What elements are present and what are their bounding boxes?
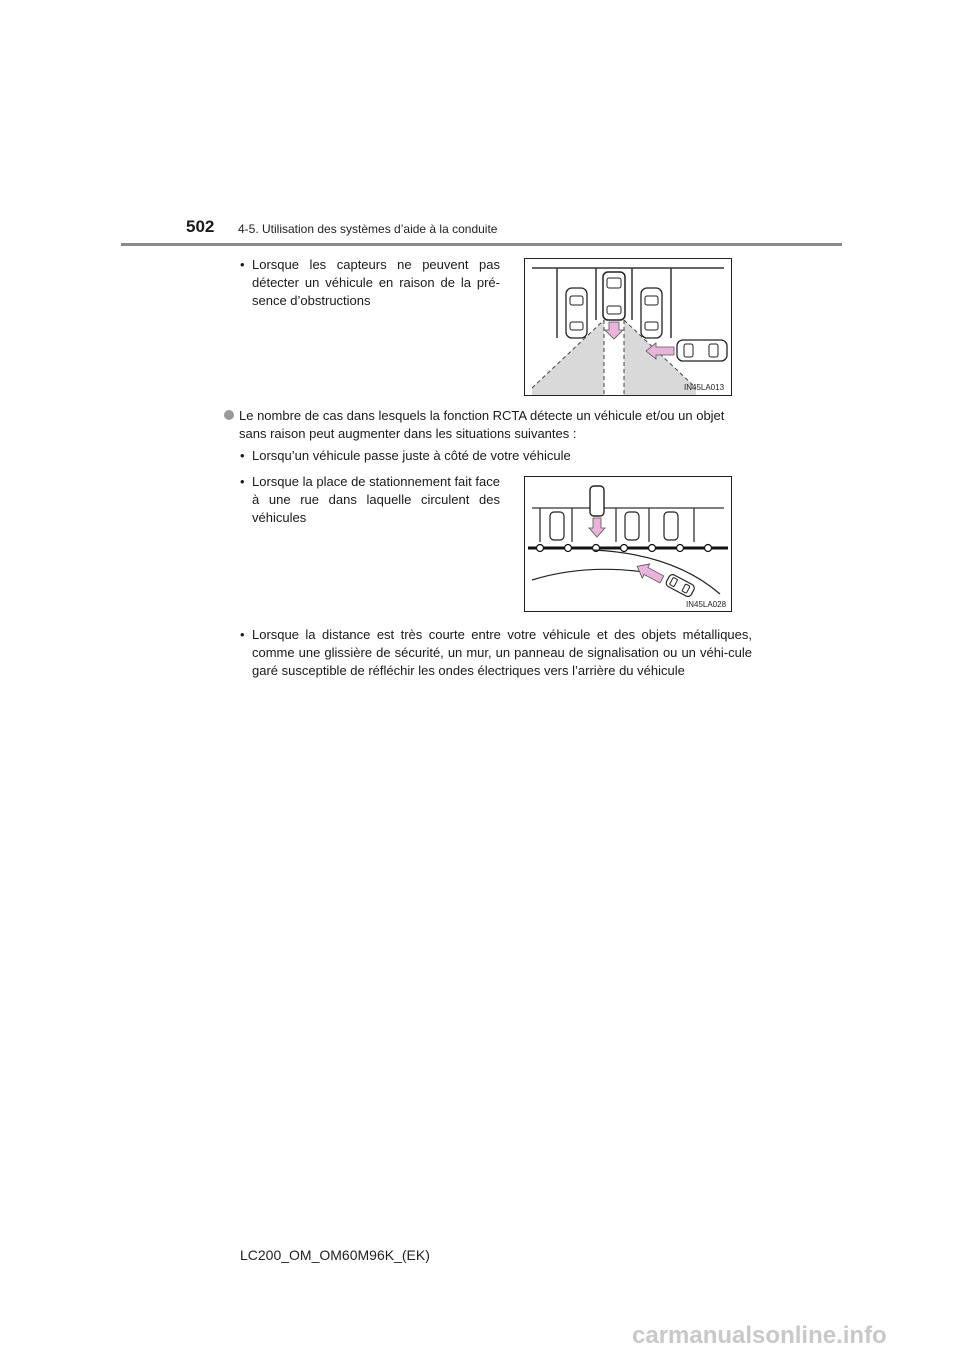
bullet-marker: • bbox=[240, 474, 245, 489]
parked-car-left bbox=[566, 288, 587, 338]
your-vehicle bbox=[590, 486, 604, 516]
approaching-car bbox=[677, 340, 727, 361]
section-title: 4-5. Utilisation des systèmes d’aide à la conduite bbox=[238, 222, 498, 236]
page-number: 502 bbox=[186, 217, 215, 236]
parked-car bbox=[625, 512, 639, 540]
main-paragraph bbox=[224, 407, 749, 443]
document-code: LC200_OM_OM60M96K_(EK) bbox=[240, 1247, 430, 1263]
bullet-marker: • bbox=[240, 257, 245, 272]
parked-car bbox=[664, 512, 678, 540]
watermark: carmanualsonline.info bbox=[632, 1322, 887, 1349]
parked-car-right bbox=[641, 288, 662, 338]
bullet-marker: • bbox=[240, 448, 245, 463]
bullet-street-facing bbox=[240, 473, 500, 527]
figure-code: IN45LA028 bbox=[686, 600, 727, 609]
bullet-obstructions bbox=[240, 256, 500, 310]
figure-code: IN45LA013 bbox=[684, 383, 725, 392]
bullet-metal-objects bbox=[240, 626, 752, 680]
bullet-text: Lorsque les capteurs ne peuvent pas détecter un véhicule en raison de la pré-sence d’obstructions bbox=[252, 257, 500, 308]
figure-parking-obstructions bbox=[524, 258, 732, 396]
bullet-marker: • bbox=[240, 627, 245, 642]
figure-street-parking bbox=[524, 476, 732, 612]
header-divider bbox=[121, 243, 842, 246]
bullet-text: Lorsqu’un véhicule passe juste à côté de votre véhicule bbox=[252, 448, 571, 463]
your-vehicle bbox=[603, 272, 625, 320]
circle-bullet-icon bbox=[224, 410, 234, 420]
bullet-text: Lorsque la distance est très courte entre votre véhicule et des objets métalliques, comme une glissière de sécurité, un mur, un panneau de signalisation ou un véhi-cule garé susceptible de réfléchir les ondes électriques vers l’arrière du véhicule bbox=[252, 627, 752, 678]
parked-car bbox=[550, 512, 564, 540]
bullet-text: Lorsque la place de stationnement fait face à une rue dans laquelle circulent des véhicules bbox=[252, 474, 500, 525]
bullet-passing-vehicle bbox=[240, 447, 760, 465]
main-paragraph-text: Le nombre de cas dans lesquels la fonction RCTA détecte un véhicule et/ou un objet sans raison peut augmenter dans les situations suivantes : bbox=[239, 408, 725, 441]
